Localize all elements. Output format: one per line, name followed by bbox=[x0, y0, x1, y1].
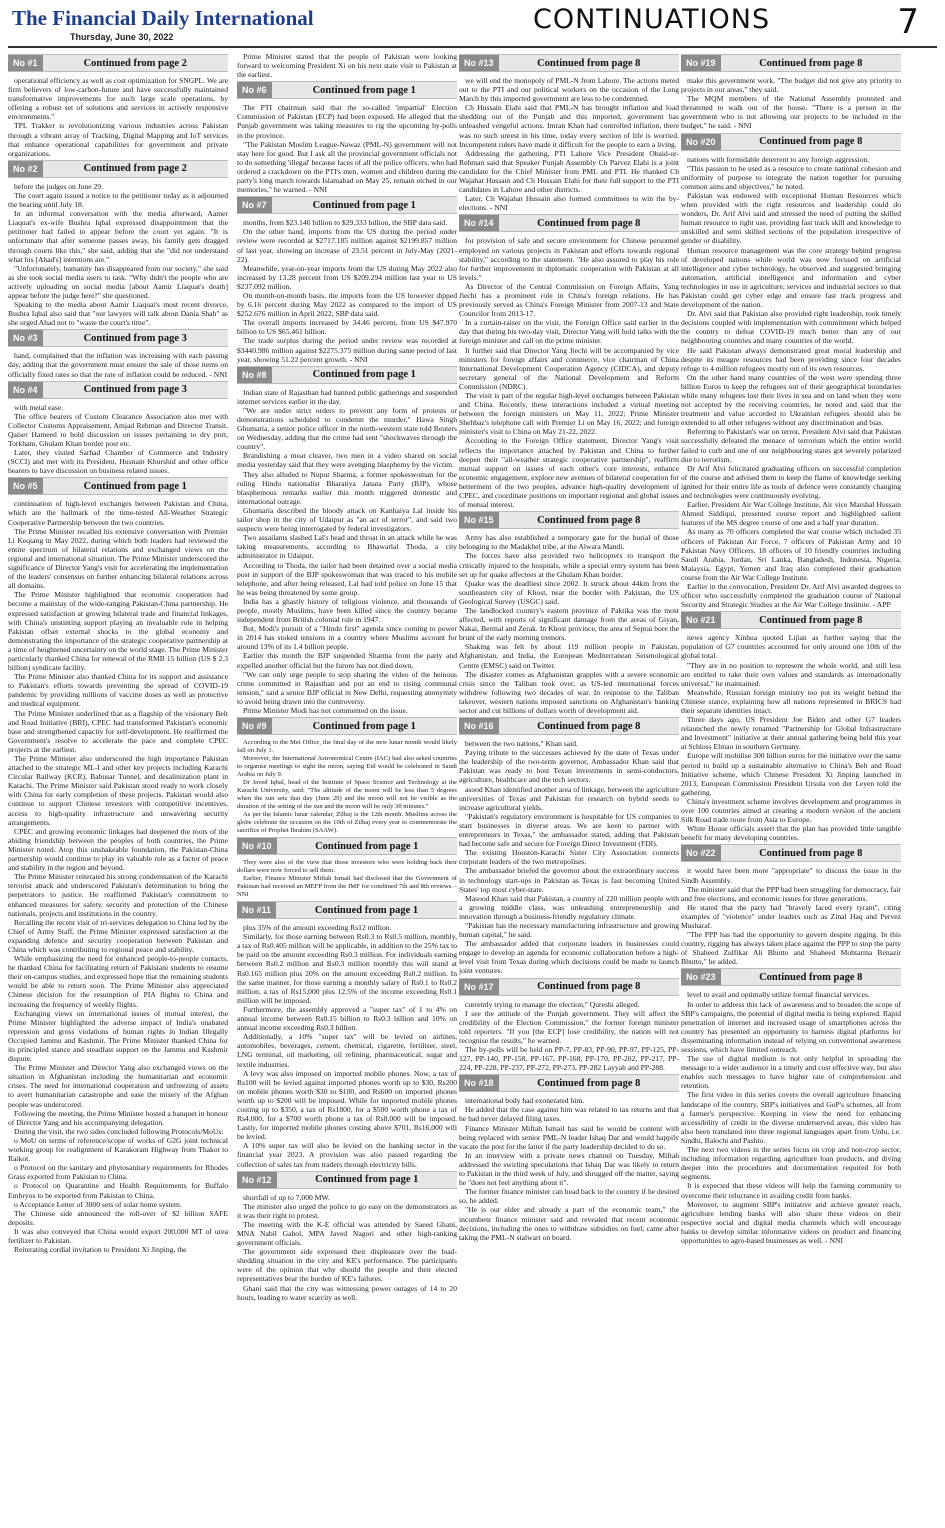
paragraph: According to the Met Office, the final day of the new lunar month would likely fall on July 1. bbox=[237, 739, 457, 755]
paragraph: He said Pakistan always demonstrated great moral leadership and despite its meagre resources had been providing since four decades refuge to 4 million refugees mostly out of its own resources. bbox=[681, 345, 901, 373]
story bbox=[459, 1074, 679, 1242]
paragraph: Addressing the gathering, PTI Lahore Vice President Obaid-ur-Rehman said that Speaker Punjab Assembly Ch Parvez Elahi is a joint candidate for the Chief Minister from PML and PTI. He thanked Ch Wajahat Hussain and Ch Hussain Elahi for their full support to the PTI candidates in Lahore and other districts. bbox=[459, 148, 679, 195]
paragraph: Masood Khan said that Pakistan, a country of 220 million people with a growing middle class, was unleashing entrepreneurship and innovation through a business-friendly regulatory climate. bbox=[459, 893, 679, 921]
paragraph: Moreover, the International Astronomical Centre (IAC) had also asked countries to organise meetings to sight the moon, saying Eid would be celebrated in Saudi Arabia on July 9. bbox=[237, 755, 457, 779]
continued-label: Continued from page 8 bbox=[537, 981, 641, 993]
paragraph: The Prime Minister underlined that as a flagship of the visionary Belt and Road Initiative (BRI), CPEC had transformed Pakistan's economic base and strengthened capacity for self-development. He reaffirmed the Government's resolve to accelerate the pace and complete CPEC projects at the earliest. bbox=[8, 708, 228, 754]
paragraph: for provision of safe and secure environment for Chinese personnel employed on various projects in Pakistan and efforts towards regional stability," according to the statement. "He also assured to play his role for further improvement in diplomatic cooperation with Pakistan at all levels." bbox=[459, 236, 679, 282]
story-header bbox=[8, 381, 228, 399]
story-number: No #3 bbox=[8, 330, 43, 346]
continued-label: Continued from page 8 bbox=[537, 1077, 641, 1089]
paragraph: CPEC and growing economic linkages had deepened the roots of the abiding friendship between the peoples of both countries, the Prime Minister noted. Atop this unshakeable foundation, the Pakistan-China partnership would continue to play its valuable role as a factor of peace and stability in the region and beyond. bbox=[8, 826, 228, 873]
continued-label: Continued from page 3 bbox=[83, 384, 187, 396]
paragraph: "He is our elder and already a part of the economic team," the incumbent finance minister said and revealed that recent economic decisions, including the ones to withdraw subsidies on fuel, came after taking the PML-N stalwart on board. bbox=[459, 1205, 679, 1242]
paragraph: Later, they visited Sarhad Chamber of Commerce and Industry (SCCI) and met with its President, Husnain Khurshid and other office bearers to have discussion on business related issues. bbox=[8, 448, 228, 476]
continued-label: Continued from page 3 bbox=[83, 332, 187, 344]
story-number: No #15 bbox=[459, 512, 499, 528]
paragraph: Three days ago, US President Joe Biden and other G7 leaders relaunched the newly renamed "Partnership for Global Infrastructure and Investment" initiative at their annual gathering being held this year at Schloss Elmau in southern Germany. bbox=[681, 715, 901, 752]
story-number: No #17 bbox=[459, 979, 499, 995]
continued-label: Continued from page 1 bbox=[312, 84, 416, 96]
paragraph: months, from $23.146 billion to $29.333 billion, the SBP data said. bbox=[243, 218, 448, 228]
paragraph: The by-polls will be held on PP-7, PP-83, PP-90, PP-97, PP-125, PP-127, PP-140, PP-158, PP-167, PP-168, PP-170, PP-202, PP-217, PP-224, PP-228, PP-237, PP-272, PP-273, PP-282 Layyah and PP-288. bbox=[459, 1045, 679, 1073]
story-number: No #6 bbox=[237, 82, 272, 98]
continued-label: Continued from page 8 bbox=[759, 847, 863, 859]
paragraph: The use of digital medium is not only helpful in spreading the message to a wider audience in a timely and cost effective way, but also enables such messages to have higher rate of comprehension and retention. bbox=[681, 1054, 901, 1091]
paragraph: As per the Islamic lunar calendar, Zilhaj is the 12th month. Muslims across the globe celebrate the occasion on the 10th of Zilhaj every year to commemorate the sacrifice of Prophet Ibrahim (SAAW). bbox=[237, 811, 457, 835]
paragraph: Following the meeting, the Prime Minister hosted a banquet in honour of Director Yang and his accompanying delegation. bbox=[8, 1108, 228, 1127]
story-number: No #22 bbox=[681, 845, 721, 861]
paragraph: Two assailants slashed Lal's head and throat in an attack while he was taking measurements, according to Bhawarlal Thoda, a city administrator in Udaipur. bbox=[237, 533, 457, 561]
paragraph: The former finance minister can head back to the country if he desired so, he added. bbox=[459, 1187, 679, 1206]
story-number: No #7 bbox=[237, 197, 272, 213]
paragraph: The Chinese side announced the roll-over of $2 billion SAFE deposits. bbox=[8, 1208, 228, 1227]
story-header bbox=[681, 968, 901, 986]
paragraph: Later, Ch Wajahat Hussain also formed committees to win the by-elections. - NNI bbox=[459, 194, 679, 213]
paragraph: "The Pakistan Muslim League-Nawaz (PML-N) government will not stay here for good. But I ask all the provincial government officials not to do something 'illegal' because faces of all the police officers, who had ordered a crackdown on the PTI's men, women and children during the party's long march towards Islamabad on May 25, remain etched in our memories," he warned. - NNI bbox=[237, 139, 457, 195]
story bbox=[237, 81, 457, 194]
paragraph: between the two nations," Khan said. bbox=[465, 739, 578, 749]
story-header bbox=[459, 978, 679, 996]
paragraph: shortfall of up to 7,000 MW. bbox=[243, 1192, 330, 1202]
story-header bbox=[8, 160, 228, 178]
story bbox=[237, 366, 457, 715]
story-header bbox=[459, 214, 679, 232]
paragraph: He added that the case against him was related to tax returns and that he had never delayed filing taxes. bbox=[459, 1105, 679, 1124]
paragraph: Army has also established a temporary gate for the burial of those belonging to the Madakhel tribe, at the Alwara Mandi. bbox=[459, 533, 679, 552]
story-number: No #19 bbox=[681, 55, 721, 71]
paragraph: asood Khan identified another area of linkage, between the agriculture universities of Texas and Pakistan for research on hybrid seeds to increase agricultural yields. bbox=[459, 784, 679, 812]
continued-label: Continued from page 8 bbox=[759, 614, 863, 626]
story-number: No #12 bbox=[237, 1172, 277, 1188]
story-number: No #20 bbox=[681, 134, 721, 150]
story-number: No #23 bbox=[681, 969, 721, 985]
paragraph: The existing Houston-Karachi Sister City Association connects corporate leaders of the two metropolises. bbox=[459, 848, 679, 867]
story-number: No #9 bbox=[237, 718, 272, 734]
story bbox=[8, 477, 228, 1254]
paragraph: The court again issued a notice to the petitioner today as it adjourned the hearing until July 18. bbox=[8, 190, 228, 210]
paragraph: The PTI chairman said that the so-called 'impartial' Election Commission of Pakistan (ECP) had been exposed. He alleged that the Punjab government was taking measures to rig the upcoming by-polls in the province. bbox=[237, 103, 457, 140]
paragraph: The ambassador briefed the governor about the extraordinary success in technology start-ups in Pakistan as Texas is fast becoming United States' top most cyber-state. bbox=[459, 866, 679, 894]
paragraph: While emphasizing the need for enhanced people-to-people contacts, he thanked China for facilitating return of Pakistani students to resume their on-campus studies, and expressed hope that the remaining students would be able to return soon. The Prime Minister also appreciated Chinese decision for the resumption of PIA flights to China and increasing the frequency of weekly flights. bbox=[8, 954, 228, 1009]
story-number: No #18 bbox=[459, 1075, 499, 1091]
paragraph: "We are under strict orders to prevent any form of protests or demonstrations scheduled to condemn the murder," Hawa Singh Ghumaria, a senior police officer in the north-western state told Reuters on Wednesday, adding that the crime had sent "shockwaves through the country". bbox=[237, 405, 457, 452]
paragraph: Moreover, to augment SBP's initiative and achieve greater reach, agriculture lending banks will also share these videos on their respective social and digital media channels which will encourage banks to develop similar informative videos on product and financing opportunities to agro-based businesses as well. - NNI bbox=[681, 1199, 901, 1245]
paragraph: The trade surplus during the period under review was recorded at $3440.986 million against $2275.375 million during same period of last year, showing 51.22 percent growth. - NNI bbox=[237, 336, 457, 364]
story-header bbox=[237, 366, 457, 384]
paragraph: Europe will mobilise 300 billion euros for the initiative over the same period to build up a sustainable alternative to China's Belt and Road Initiative scheme, which Chinese President Xi Jinping launched in 2013, European Commission President Ursula von der Leyen told the gathering. bbox=[681, 751, 901, 797]
paragraph: "We can only urge people to stop sharing the video of the heinous crime committed in Rajasthan and put an end to rising communal tension," said a senior BJP official in New Delhi, requesting anonymity to avoid being drawn into the controversy. bbox=[237, 669, 457, 706]
paragraph: we will end the monopoly of PML-N from Lahore. The actions meted out to the PTI and our political workers on the occasion of the Long March by this imported government are less to be condemned. bbox=[459, 76, 679, 104]
paragraph: Brandishing a meat cleaver, two men in a video shared on social media yesterday said that they were avenging blasphemy by the victim. bbox=[237, 451, 457, 470]
paragraph: before the judges on June 29. bbox=[14, 181, 103, 191]
paragraph: The forces have also provided two helicopters to transport the critically injured to the hospitals, while a special entry system has been set up for quake affectees at the Ghulam Khan border. bbox=[459, 551, 679, 579]
story-header bbox=[237, 901, 457, 919]
story bbox=[681, 133, 901, 610]
paragraph: A 10% super tax will also be levied on the banking sector in the financial year 2023. A provision was also passed regarding the collection of sales tax from traders through electricity bills. bbox=[237, 1141, 457, 1169]
story-number: No #16 bbox=[459, 718, 499, 734]
story-header bbox=[237, 81, 457, 99]
paragraph: plus 35% of the amount exceeding Rs12 million. bbox=[243, 923, 392, 933]
paragraph: make this government work. "The budget did not give any priority to projects in our areas," they said. bbox=[681, 76, 901, 95]
column-4 bbox=[681, 52, 901, 1524]
paragraph: The visit is part of the regular high-level exchanges between Pakistan and China. Recently, these interactions included a virtual meeting between the foreign ministers on May 11, 2022; Prime Minister Shehbaz's telephone call with Premier Li on May 16, 2022; and foreign minister's visit to China on May 21-22, 2022. bbox=[459, 391, 679, 437]
column-3 bbox=[459, 52, 679, 1524]
paragraph: The Prime Minister also thanked China for its support and assistance to Pakistan's efforts towards preventing the spread of COVID-19 pandemic by providing millions of vaccine doses as well as protective and medical equipment. bbox=[8, 672, 228, 709]
story bbox=[459, 54, 679, 212]
paragraph: Dr. Alvi said that Pakistan also provided right leadership, took timely decisions coupled with implementation with commitment which helped the country to defeat COVID-19 much better than any of our neighbouring countries and many countries of the world. bbox=[681, 309, 901, 346]
paragraph: o Acceptance Letter of 3000 sets of solar home system. bbox=[14, 1199, 182, 1209]
story-number: No #14 bbox=[459, 215, 499, 231]
paragraph: The meeting with the K-E official was attended by Saeed Ghani, MNA Nabil Gabol, MPA Javed Nagori and other high-ranking government officials. bbox=[237, 1219, 457, 1248]
paragraph: Similarly, for those earning between Rs0.3 to Rs0.5 million, monthly, a tax of Rs0.405 million will be applicable, in addition to the 25% tax to be paid on the amount exceeding Rs0.3 million. For individuals earning between Rs0.2 million and Rs0.3 million monthly this will stand at Rs0.165 million plus 20% on the amount exceeding Rs0.2 million. In the same manner, for those earning a monthly salary of Rs0.1 to Rs0.2 million, a tax of Rs15,000 plus 12.5% of the income exceeding Rs0.1 million will be imposed. bbox=[237, 932, 457, 1005]
story bbox=[237, 196, 457, 364]
story-header bbox=[237, 717, 457, 735]
paragraph: Quake was the deadliest since 2002. It struck about 44km from the southeastern city of Khost, near the border with Pakistan, the US Geological Survey (USGC) said. bbox=[459, 578, 679, 606]
paragraph: The government side expressed their displeasure over the load-shedding situation in the city and KE's performance. The participants were of the opinion that why should the people and their elected representatives bear the burden of KE's failures. bbox=[237, 1247, 457, 1284]
story bbox=[681, 844, 901, 966]
paragraph: The minister said that the PPP had been struggling for democracy, fair and free elections, and economic issues for three generations. bbox=[681, 884, 901, 903]
paragraph: It is expected that these videos will help the farming community to overcome their reluctance in availing credit from banks. bbox=[681, 1181, 901, 1200]
paragraph: o Protocol on Quarantine and Health Requirements for Buffalo Embryos to be exported from Pakistan to China. bbox=[8, 1181, 228, 1200]
masthead bbox=[8, 0, 937, 48]
continued-label: Continued from page 8 bbox=[537, 514, 641, 526]
paragraph: The disaster comes as Afghanistan grapples with a severe economic crisis since the Taliban took over, as US-led international forces withdrew following two decades of war. In response to the Taliban takeover, western nations imposed sanctions on Afghanistan's banking sector and cut billions of dollars worth of development aid. bbox=[459, 669, 679, 715]
paragraph: "The PPP has had the opportunity to govern despite rigging. In this country, rigging has always taken place against the PPP to stop the party of Shaheed Zulfikar Ali Bhutto and Shaheed Mohtarma Benazir Bhutto," he added. bbox=[681, 930, 901, 967]
story-header bbox=[8, 329, 228, 347]
paragraph: news agency Xinhua quoted Lijian as further saying that the population of G7 countries accounted for only around one 10th of the global total. bbox=[681, 633, 901, 661]
continued-label: Continued from page 8 bbox=[537, 720, 641, 732]
story bbox=[8, 381, 228, 476]
story bbox=[459, 978, 679, 1073]
paragraph: A levy was also imposed on imported mobile phones. Now, a tax of Rs100 will be levied against imported phones worth up to $30, Rs200 on mobile phones worth $30 to $100, and Rs600 on imported phones worth up to $200 will be imposed. While for imported mobile phones costing up to $350, a tax of Rs1800, for a $500 worth phone a tax of Rs4,000, for a $700 worth phone a tax of Rs8,000 will be imposed. Lastly, for imported mobile phones costing above $701, Rs16,000 will be levied. bbox=[237, 1068, 457, 1142]
paragraph: The first video in this series covers the overall agriculture financing landscape of the country, SBP's initiatives and GoP's schemes, all from a farmer's perspective. Keeping in view the need for enhancing accessibility of credit in the diverse underserved areas, this video has also been translated into three regional languages apart from Urdu, i.e. Sindhi, Balochi and Pashto. bbox=[681, 1090, 901, 1145]
story-header bbox=[237, 837, 457, 855]
paragraph: As many as 70 officers completed the war course which included 35 officers of Pakistan Air Force, 7 officers of Pakistan Army and 10 Pakistan Navy Officers. 18 officers of 10 friendly countries including Saudi Arabia, Jordan, Sri Lanka, Bangladesh, Indonesia, Nigeria, Malaysia, Egypt, Yemen and Iraq also completed their graduation course from the Air War College Institute. bbox=[681, 527, 901, 582]
continued-label: Continued from page 8 bbox=[537, 217, 641, 229]
paragraph: In an interview with a private news channel on Tuesday, Miftah addressed the swirling speculations that Ishaq Dar was likely to return to Pakistan in the third week of July, and shrugged off the matter, saying he "does not feel anything about it". bbox=[459, 1150, 679, 1188]
continued-label: Continued from page 8 bbox=[537, 57, 641, 69]
story-header bbox=[681, 54, 901, 72]
story bbox=[237, 52, 457, 79]
paragraph: The Prime Minister and Director Yang also exchanged views on the situation in Afghanistan including the humanitarian and economic crises. The need for international cooperation and unfreezing of assets to avert humanitarian catastrophe and ease the misery of the Afghan people was underscored. bbox=[8, 1063, 228, 1109]
story bbox=[237, 837, 457, 899]
paragraph: India has a ghastly history of religious violence, and thousands of people, mostly Muslims, have been killed since the country became independent from British colonial rule in 1947. bbox=[237, 596, 457, 625]
paragraph: China's investment scheme involves development and programmes in over 100 countries aimed at creating a modern version of the ancient Silk Road trade route from Asia to Europe. bbox=[681, 796, 901, 825]
paragraph: Prime Minister Modi has not commented on the issue. bbox=[243, 706, 408, 715]
column-2 bbox=[237, 52, 457, 1524]
story bbox=[8, 329, 228, 378]
paragraph: "This passion to be used as a resource to create national cohesion and uniformity of purpose to integrate the nation together for pursuing common aims and objectives," he noted. bbox=[681, 163, 901, 191]
paragraph: Earlier this month the BJP suspended Sharma from the party and expelled another official but the furore has not died down. bbox=[237, 651, 457, 670]
story-number: No #21 bbox=[681, 612, 721, 628]
paragraph: Pakistan was endowed with exceptional Human Resources which when provided with the right resources and leadership could do wonders, Dr. Arif Alvi said and stressed the need of putting the skilled human resource to right use, providing fast track skill and knowledge to unskilled and semi skilled sections of the population irrespective of gender or disability. bbox=[681, 190, 901, 246]
article-columns bbox=[8, 52, 937, 1524]
paragraph: "Pakistan's regulatory environment is hospitable for US companies to start businesses in diverse areas. We are keen to partner with entrepreneurs in Texas," the ambassador stated, adding that Pakistan had become safe and secure for Foreign Direct Investment (FDI). bbox=[459, 811, 679, 849]
paragraph: Paying tribute to the successes achieved by the state of Texas under the leadership of the two-term governor, Ambassador Khan said that Pakistan was ready to host Texan investments in semi-conductors, agriculture, healthcare and the tech sectors. bbox=[459, 748, 679, 785]
paragraph: According to Thoda, the tailor had been detained over a social media post in support of the BJP spokeswoman that was traced to his mobile telephone, and after being released, Lal had told police on June 15 that he was being threatened by some group. bbox=[237, 560, 457, 597]
continued-label: Continued from page 8 bbox=[759, 136, 863, 148]
story-header bbox=[459, 717, 679, 735]
continued-label: Continued from page 8 bbox=[759, 971, 863, 983]
section-title: CONTINUATIONS bbox=[533, 4, 771, 35]
paragraph: Ghumaria described the bloody attack on Kanhaiya Lal inside his tailor shop in the city of Udaipur as "an act of terror", and said two suspects were being interrogated by federal investigators. bbox=[237, 505, 457, 534]
paragraph: with metal ease. bbox=[14, 402, 64, 412]
story-header bbox=[459, 1074, 679, 1092]
story-header bbox=[8, 54, 228, 72]
paragraph: continuation of high-level exchanges between Pakistan and China, which are the hallmark of the time-tested All-Weather Strategic Cooperative Partnership between the two countries. bbox=[8, 499, 228, 527]
paragraph: Additionally, a 10% "super tax" will be levied on airlines, automobiles, beverages, cement, chemical, cigarette, fertiliser, steel, LNG terminal, oil marketing, oil refining, pharmaceutical, sugar and textile industries. bbox=[237, 1032, 457, 1069]
story bbox=[681, 54, 901, 131]
continued-label: Continued from page 1 bbox=[312, 369, 416, 381]
story bbox=[237, 717, 457, 835]
paragraph: Furthermore, the assembly approved a "super tax" of 1 to 4% on annual income between Rs0.15 billion to Rs0.3 billion and 10% on annual income exceeding Rs0.3 billion. bbox=[237, 1004, 457, 1033]
story-number: No #8 bbox=[237, 367, 272, 383]
paragraph: Referring to Pakistan's war on terror, President Alvi said that Pakistan successfully defeated the menace of terrorism which the entire world failed to curb and one of our neighbouring states got severely polarized due to terrorism. bbox=[681, 427, 901, 464]
paragraph: Earlier in the convocation, President Dr. Arif Alvi awarded degrees to officer who successfully completed the graduation course of National Security and Strategic Studies at the Air War College Institute. - APP bbox=[681, 581, 901, 610]
paragraph: On month-on-month basis, the imports from the US however dipped by 6.16 percent during May 2022 as compared to the import of US $252.676 million in April 2022, SBP data said. bbox=[237, 290, 457, 319]
story bbox=[459, 214, 679, 509]
story bbox=[459, 717, 679, 975]
paragraph: Human resource management was the core strategy behind progress of developed nations while world was now focused on artificial intelligence and cyber technology, he observed and suggested bringing automation, artificial intelligence and information and cyber technologies in use in agriculture, services and industrial sectors so that Pakistan could get cyber edge and ensure fast track progress and development of the nation. bbox=[681, 245, 901, 310]
paragraph: o Protocol on the sanitary and phytosanitary requirements for Rhodes Grass exported from Pakistan to China. bbox=[8, 1163, 228, 1182]
story-header bbox=[237, 1171, 457, 1189]
story-number: No #1 bbox=[8, 55, 43, 71]
paragraph: Ch Hussain Elahi said that PML-N has brought inflation and load shedding out of the Punjab and this imported, government has unleashed vengeful actions. Imran Khan had controlled inflation, there was no such unrest in his time, today every section of life is worried. Incompetent rulers have made it difficult for the people to earn a living. bbox=[459, 103, 679, 149]
paragraph: According to the Foreign Office statement, Director Yang's visit reflects the importance attached by Pakistan and China to further deepen their "all-weather strategic cooperative partnership", reaffirm mutual support on issues of each other's core interests, enhance economic engagement, explore new avenues of bilateral cooperation for betterment of the two peoples, advance high-quality development of CPEC, and coordinate positions on important regional and global issues of mutual interest. bbox=[459, 436, 679, 510]
paragraph: They were also of the view that those investors who were holding back their dollars were now forced to sell them. bbox=[237, 859, 457, 875]
story bbox=[237, 901, 457, 1169]
paragraph: The minister also urged the police to go easy on the demonstrators as it was their right to protest. bbox=[237, 1201, 457, 1220]
paragraph: They also alluded to Nupur Sharma, a former spokeswoman for the ruling Hindu nationalist Bharatiya Janata Party (BJP), whose blasphemous remarks earlier this month triggered domestic and international outrage. bbox=[237, 469, 457, 506]
story-number: No #10 bbox=[237, 838, 277, 854]
story-header bbox=[681, 844, 901, 862]
continued-label: Continued from page 2 bbox=[83, 57, 187, 69]
paragraph: Meanwhile, year-on-year imports from the US during May 2022 also increased by 13.28 percent from US $209.294 million last year to US $237.092 million. bbox=[237, 263, 457, 291]
paragraph: In a curtain-raiser on the visit, the Foreign Office said earlier in the day that during his two-day visit, Director Yang will hold talks with the foreign minister and call on the prime minister. bbox=[459, 318, 679, 346]
story bbox=[681, 968, 901, 1245]
story-header bbox=[8, 477, 228, 495]
paragraph: Exchanging views on international issues of mutual interest, the Prime Minister highlighted the adverse impact of India's unabated repression and gross violations of human rights in Indian Illegally Occupied Jammu and Kashmir. The Prime Minister thanked China for its principled stance and steadfast support on the Jammu and Kashmir dispute. bbox=[8, 1008, 228, 1064]
paragraph: international body had exonerated him. bbox=[465, 1096, 585, 1106]
story bbox=[8, 54, 228, 158]
continued-label: Continued from page 1 bbox=[314, 904, 419, 916]
paragraph: The MQM members of the National Assembly protested and threatened to walk out of the house. "There is a person in the government who is not allowing our projects to be included in the budget," he said. - NNI bbox=[681, 94, 901, 131]
story-header bbox=[459, 54, 679, 72]
paragraph: Earlier, President Air War College Institute, Air vice Marshal Hussain Ahmed Siddiqui, presented course report and highlighted salient features of the MS degree course of one and a half year duration. bbox=[681, 500, 901, 528]
column-1 bbox=[8, 52, 228, 1524]
paragraph: operational efficiency as well as cost optimization for SNGPL. We are firm believers of low-carbon-future and have successfully maintained transformative improvements for such large scale operations, by offering a robust set of solutions and services in actively responsive environments." bbox=[8, 76, 228, 122]
story-header bbox=[237, 196, 457, 214]
story-header bbox=[681, 133, 901, 151]
paragraph: TPL Trakker is revolutionizing various industries across Pakistan through a vibrant array of Tracking, Digital Mapping and IoT services that enhance operational capabilities for government and private organizations. bbox=[8, 121, 228, 158]
continued-label: Continued from page 1 bbox=[312, 720, 416, 732]
paragraph: The office bearers of Custom Clearance Association also met with Collector Customs Appraisement, Amjad Rehman and Director Transit, Qaiser Hameed to hold discussion on issues pertaining to dry port, Torkham, Ghulam Khan border post etc. bbox=[8, 411, 228, 448]
paragraph: The Prime Minister reiterated his strong condemnation of the Karachi terrorist attack and underscored Pakistan's determination to bring the perpetrators to justice. He reaffirmed Pakistan's commitment to enhanced measures for safety, security and protection of the Chinese nationals, projects and institutions in the country. bbox=[8, 872, 228, 918]
story bbox=[8, 160, 228, 328]
paragraph: The Prime Minister also underscored the high importance Pakistan attached to the strategic ML-I and other key projects including Karachi Circular Railway (KCR), Babusar Tunnel, and desalinization plant in Karachi. The Prime Minister said Pakistan stood ready to work closely with China for early completion of these projects. Pakistan would also continue to support Chinese investors with competitive incentives, access to high-quality infrastructure and unwavering security arrangements. bbox=[8, 754, 228, 827]
paragraph: currently trying to manage the election," Qureshi alleged. bbox=[465, 999, 640, 1009]
paragraph: The Prime Minister recalled his extensive conversation with Premier Li Keqiang in May 2022, during which both leaders had reviewed the entire spectrum of bilateral relations and exchanged views on the regional and international situation. The Prime Minister underscored the significance of Director Yang's visit for accelerating the implementation of the leaders' consensus on further enhancing bilateral relations across all domains. bbox=[8, 526, 228, 591]
paragraph: The overall imports increased by 34.46 percent, from US $47.970 billion to US $65.461 billion. bbox=[237, 318, 457, 337]
paragraph: In an informal conversation with the media afterward, Aamer Liaquat's ex-wife Bushra Iqbal expressed disappointment that the petitioner had failed to appear before the court yet again. "It is unfortunate that after someone passes away, his family gets dragged through courts like this," she said, adding that she "did not understand what his [Ahad's] intentions are." bbox=[8, 209, 228, 264]
story bbox=[459, 511, 679, 715]
paragraph: o MoU on terms of reference/scope of works of G2G joint technical working group for realignment of Karakoram Highway from Thakot to Raikot. bbox=[8, 1135, 228, 1164]
paragraph: it would have been more "appropriate" to discuss the issue in the Sindh Assembly. bbox=[681, 866, 901, 885]
paragraph: As Director of the Central Commission on Foreign Affairs, Yang Jiechi has a prominent role in China's foreign relations. He has previously served as China's Foreign Minister from 2007-13 and State Councilor from 2013-17. bbox=[459, 281, 679, 319]
story-number: No #2 bbox=[8, 161, 43, 177]
paragraph: level to avail and optimally utilize formal financial services. bbox=[687, 990, 870, 1000]
page-number: 7 bbox=[897, 2, 919, 42]
story-header bbox=[681, 611, 901, 629]
story bbox=[681, 611, 901, 842]
paragraph: "They are in no position to represent the whole world, and still less are entitled to take their own values and standards as internationally universal," he maintained. bbox=[681, 660, 901, 688]
paragraph: But, Modi's pursuit of a "Hindu first" agenda since coming to power in 2014 has stoked tensions in a country where Muslims account for around 13% of its 1.4 billion people. bbox=[237, 624, 457, 652]
paragraph: Recalling the recent visit of tri-services delegation to China led by the Chief of Army Staff, the Prime Minister expressed satisfaction at the expanding defence and security cooperation between Pakistan and China which was contributing to regional peace and stability. bbox=[8, 917, 228, 954]
paragraph: Earlier, Finance Minister Miftah Ismail had disclosed that the Government of Pakistan had received an MEFP from the IMF for combined 7th and 8th reviews. - NNI bbox=[237, 875, 457, 899]
story bbox=[237, 1171, 457, 1302]
paragraph: nations with formidable deterrent to any foreign aggression. bbox=[687, 154, 870, 164]
paragraph: I see the attitude of the Punjab government. They will affect the credibility of the Election Commission," the former foreign minister told reporters. "If you [the ECP] lose credibility, the nation will not recognise the results," he warned. bbox=[459, 1008, 679, 1045]
paragraph: Shaking was felt by about 119 million people in Pakistan, Afghanistan, and India, the European Mediterranean Seismological Centre (EMSC) said on Twitter. bbox=[459, 642, 679, 670]
continued-label: Continued from page 1 bbox=[315, 1174, 419, 1186]
paragraph: "Unfortunately, humanity has disappeared from our society," she said as she took social media users to task. "Why didn't the people who are actively uploading on social media [about Aamir Liaquat's death] appear before the judge here?" she questioned. bbox=[8, 263, 228, 300]
continued-label: Continued from page 1 bbox=[83, 480, 187, 492]
paragraph: Meanwhile, Russian foreign ministry too put its weight behind the Chinese stance, explaining how all nations represented in BRICS had their separate identities intact. bbox=[681, 687, 901, 715]
continued-label: Continued from page 8 bbox=[759, 57, 863, 69]
paragraph: On the other hand many countries of the west were spending three billion Euros to keep the refugees out of their geographical boundaries while many refugees lost their lives in sea and on land when they were not accepted by the receiving countries, he noted and said that the treatment and value accorded to Ukrainian refugees should also be extended to all other refugees without any discrimination and bias. bbox=[681, 372, 901, 428]
paragraph: He stated that the party had "bravely faced every tyrant", citing examples of "violence" under leaders such as Zinal Haq and Pervez Musharaf. bbox=[681, 902, 901, 930]
paragraph: Speaking to the media about Aamir Liaquat's most recent divorce, Bushra Iqbal also said that "our lawyers will talk about Dania Shah" as she urged Ahad not to "waste the court's time". bbox=[8, 300, 228, 328]
paragraph: The landlocked country's eastern province of Paktika was the most affected, with reports of significant damage from the areas of Giyan, Nakai, Bermal and Zerak. In Khost province, the area of Seprai bore the brunt of the early morning tremors. bbox=[459, 605, 679, 643]
story-number: No #4 bbox=[8, 382, 43, 398]
story-number: No #11 bbox=[237, 902, 276, 918]
newspaper-title: The Financial Daily International bbox=[12, 6, 314, 30]
paragraph: Prime Minister stated that the people of Pakistan were looking forward to welcoming President Xi on his next state visit to Pakistan at the earliest. bbox=[237, 52, 457, 80]
paragraph: It was also conveyed that China would export 200,000 MT of urea fertilizer to Pakistan. bbox=[8, 1226, 228, 1245]
paragraph: In order to address this lack of awareness and to broaden the scope of SBP's campaigns, the potential of digital media is being explored. Rapid penetration of internet and increased usage of smartphones across the country has presented an opportunity to harness digital platforms for disseminating information instead of relying on conventional awareness sessions, which have limited outreach. bbox=[681, 999, 901, 1054]
paragraph: The next two videos in the series focus on crop and non-crop sector, including information regarding agriculture loan products, and diving deeper into the procedures and documentation required for both segments. bbox=[681, 1145, 901, 1182]
paragraph: Reiterating cordial invitation to President Xi Jinping, the bbox=[14, 1245, 187, 1255]
story-header bbox=[459, 511, 679, 529]
paragraph: The ambassador added that corporate leaders in businesses could engage to develop an agenda for economic collaboration before a high-level visit from Texas during which decisions could be made to launch joint ventures. bbox=[459, 939, 679, 976]
continued-label: Continued from page 1 bbox=[312, 199, 416, 211]
paragraph: White House officials assert that the plan has provided little tangible benefit for many developing countries. bbox=[681, 824, 901, 843]
paragraph: It further said that Director Yang Jiechi will be accompanied by vice ministers for foreign affairs and commerce, vice chairman of China International Development Cooperation Agency (CIDCA), and deputy secretary general of the National Development and Reform Commission (NDRC). bbox=[459, 345, 679, 391]
continued-label: Continued from page 1 bbox=[315, 840, 419, 852]
issue-date: Thursday, June 30, 2022 bbox=[70, 32, 174, 42]
paragraph: Indian state of Rajasthan had banned public gatherings and suspended internet services earlier in the day. bbox=[237, 387, 457, 406]
paragraph: Ghani said that the city was witnessing power outages of 14 to 20 hours, leading to water scarcity as well. bbox=[237, 1283, 457, 1302]
paragraph: Dr Javed Iqbal, head of the Institute of Space Science and Technology at the Karachi University, said: "The altitude of the moon will be less than 5 degrees when the sun sets that day (June 29) and the moon will not be visible as the duration of the setting of the sun and the moon will be only 30 minutes." bbox=[237, 779, 457, 811]
paragraph: On the other hand, imports from the US during the period under review were recorded at $2717.185 million against $2199.857 million of last year, showing an increase of 23.51 percent in July-May (2021-22). bbox=[237, 227, 457, 264]
story-number: No #13 bbox=[459, 55, 499, 71]
continued-label: Continued from page 2 bbox=[83, 163, 187, 175]
paragraph: During the visit, the two sides concluded following Protocols/MoUs: bbox=[14, 1126, 224, 1136]
paragraph: Finance Minister Miftah Ismail has said he would be content with being replaced with senior PML-N leader Ishaq Dar and would happily vacate the post for the latter if the party leadership decided to do so. bbox=[459, 1123, 679, 1151]
paragraph: The Prime Minister highlighted that economic cooperation had become a mainstay of the wide-ranging Pakistan-China partnership. He expressed satisfaction at growing bilateral trade and financial linkages, with China's unstinting support playing an invaluable role in helping Pakistan offset external shocks to the global economy and demonstrating the importance of the strategic cooperative partnership at a time of heightened uncertainty on the world stage. The Prime Minister particularly thanked China for renewal of the RMB 15 billion (US $ 2.3 billion) syndicate facility. bbox=[8, 590, 228, 673]
paragraph: hand, complained that the inflation was increasing with each passing day, adding that the government must ensure the sale of those items on officially fixed rates so that the rate of inflation could be reduced. - NNI bbox=[8, 351, 228, 379]
paragraph: Dr Arif Alvi felicitated graduating officers on successful completion of the course and advised them to keep the flame of knowledge seeking ignited for their entire life as tools of defence were constantly changing and technologies were continuously evolving. bbox=[681, 463, 901, 501]
paragraph: "Pakistan has the necessary manufacturing infrastructure and growing human capital," he said. bbox=[459, 920, 679, 940]
story-number: No #5 bbox=[8, 478, 43, 494]
